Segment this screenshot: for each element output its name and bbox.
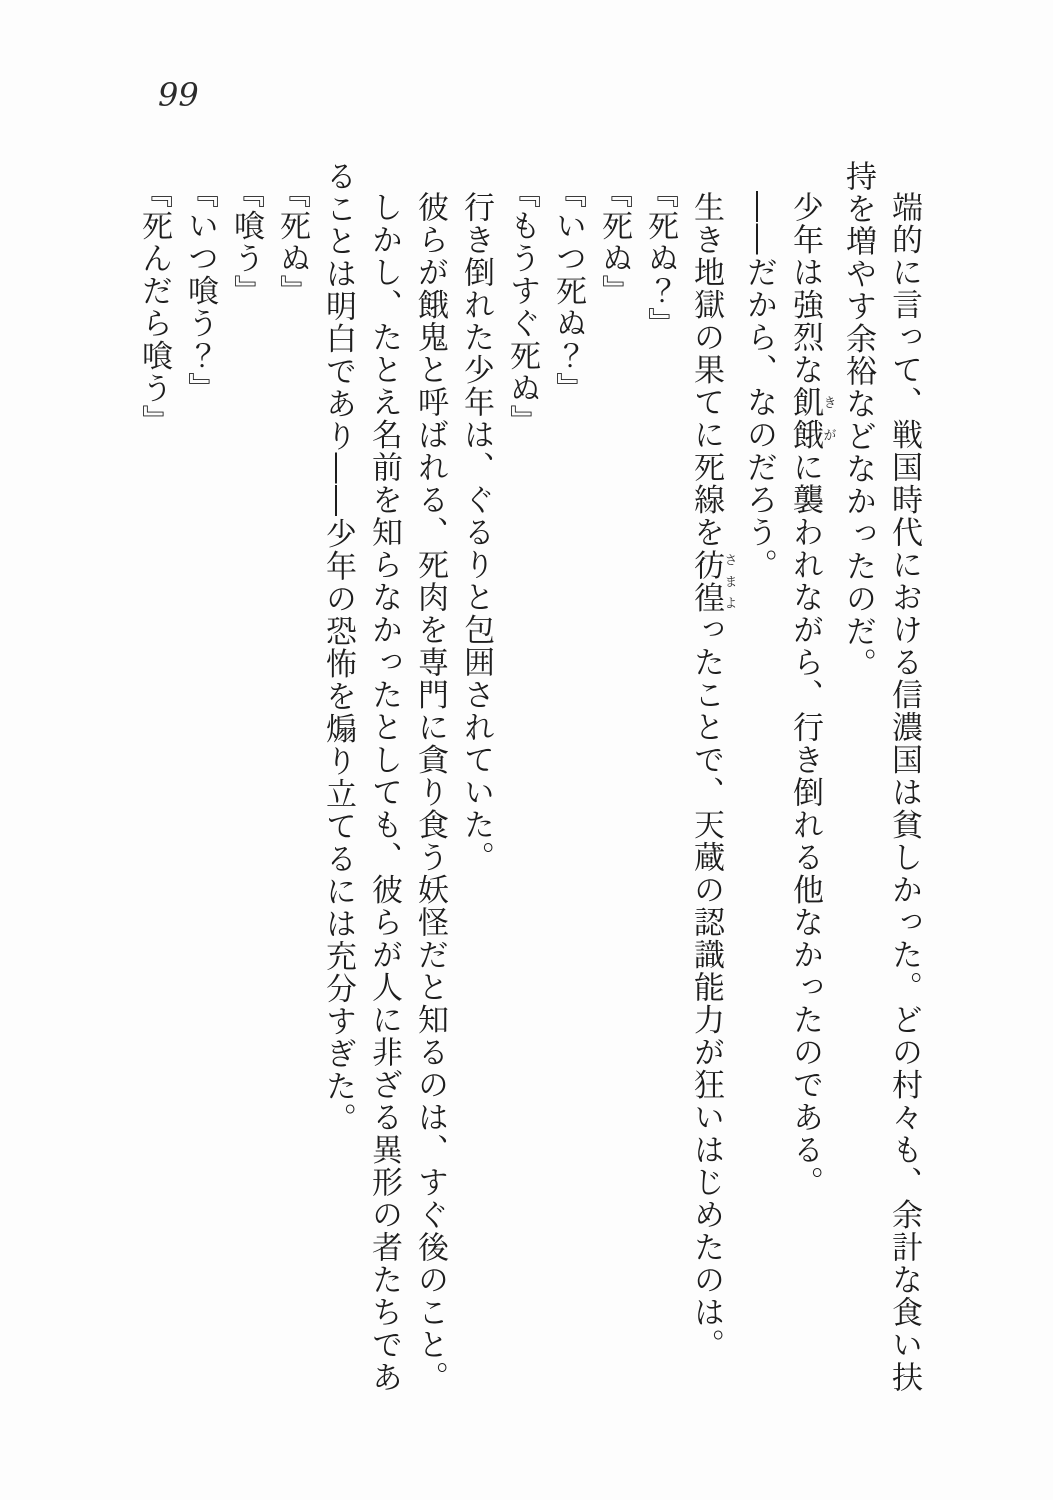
dialogue-line: 『もうすぐ死ぬ』 (504, 177, 540, 438)
narrative-line: 彼らが餓鬼と呼ばれる、死肉を専門に貪り食う妖怪だと知るのは、すぐ後のこと。 (412, 191, 448, 1394)
text-body (127, 160, 927, 1406)
narrative-line: 生き地獄の果てに死線を彷徨さまよったことで、天蔵の認識能力が狂いはじめたのは。 (688, 191, 737, 1361)
narrative-line: 端的に言って、戦国時代における信濃国は貧しかった。どの村々も、余計な食い扶持を増やす余裕などなかったのだ。 (840, 160, 922, 1394)
dialogue-line: 『いつ喰う？』 (182, 177, 218, 405)
page-number: 99 (158, 76, 199, 114)
dialogue-line: 『死ぬ』 (274, 177, 310, 308)
dialogue-line: 『死ぬ？』 (642, 177, 678, 340)
dialogue-line: 『死んだら喰う』 (136, 177, 172, 438)
narrative-line: ――だから、なのだろう。 (741, 191, 777, 581)
ruby-annotated-word: 飢餓きが (787, 386, 836, 451)
narrative-line: 行き倒れた少年は、ぐるりと包囲されていた。 (458, 191, 494, 874)
dialogue-line: 『喰う』 (228, 177, 264, 308)
ruby-annotated-word: 彷徨さまよ (688, 548, 737, 614)
dialogue-line: 『死ぬ』 (596, 177, 632, 308)
narrative-line: しかし、たとえ名前を知らなかったとしても、彼らが人に非ざる異形の者たちであることは明白であり――少年の恐怖を煽り立てるには充分すぎた。 (320, 160, 402, 1394)
narrative-line: 少年は強烈な飢餓きがに襲われながら、行き倒れる他なかったのである。 (787, 191, 836, 1199)
dialogue-line: 『いつ死ぬ？』 (550, 177, 586, 405)
